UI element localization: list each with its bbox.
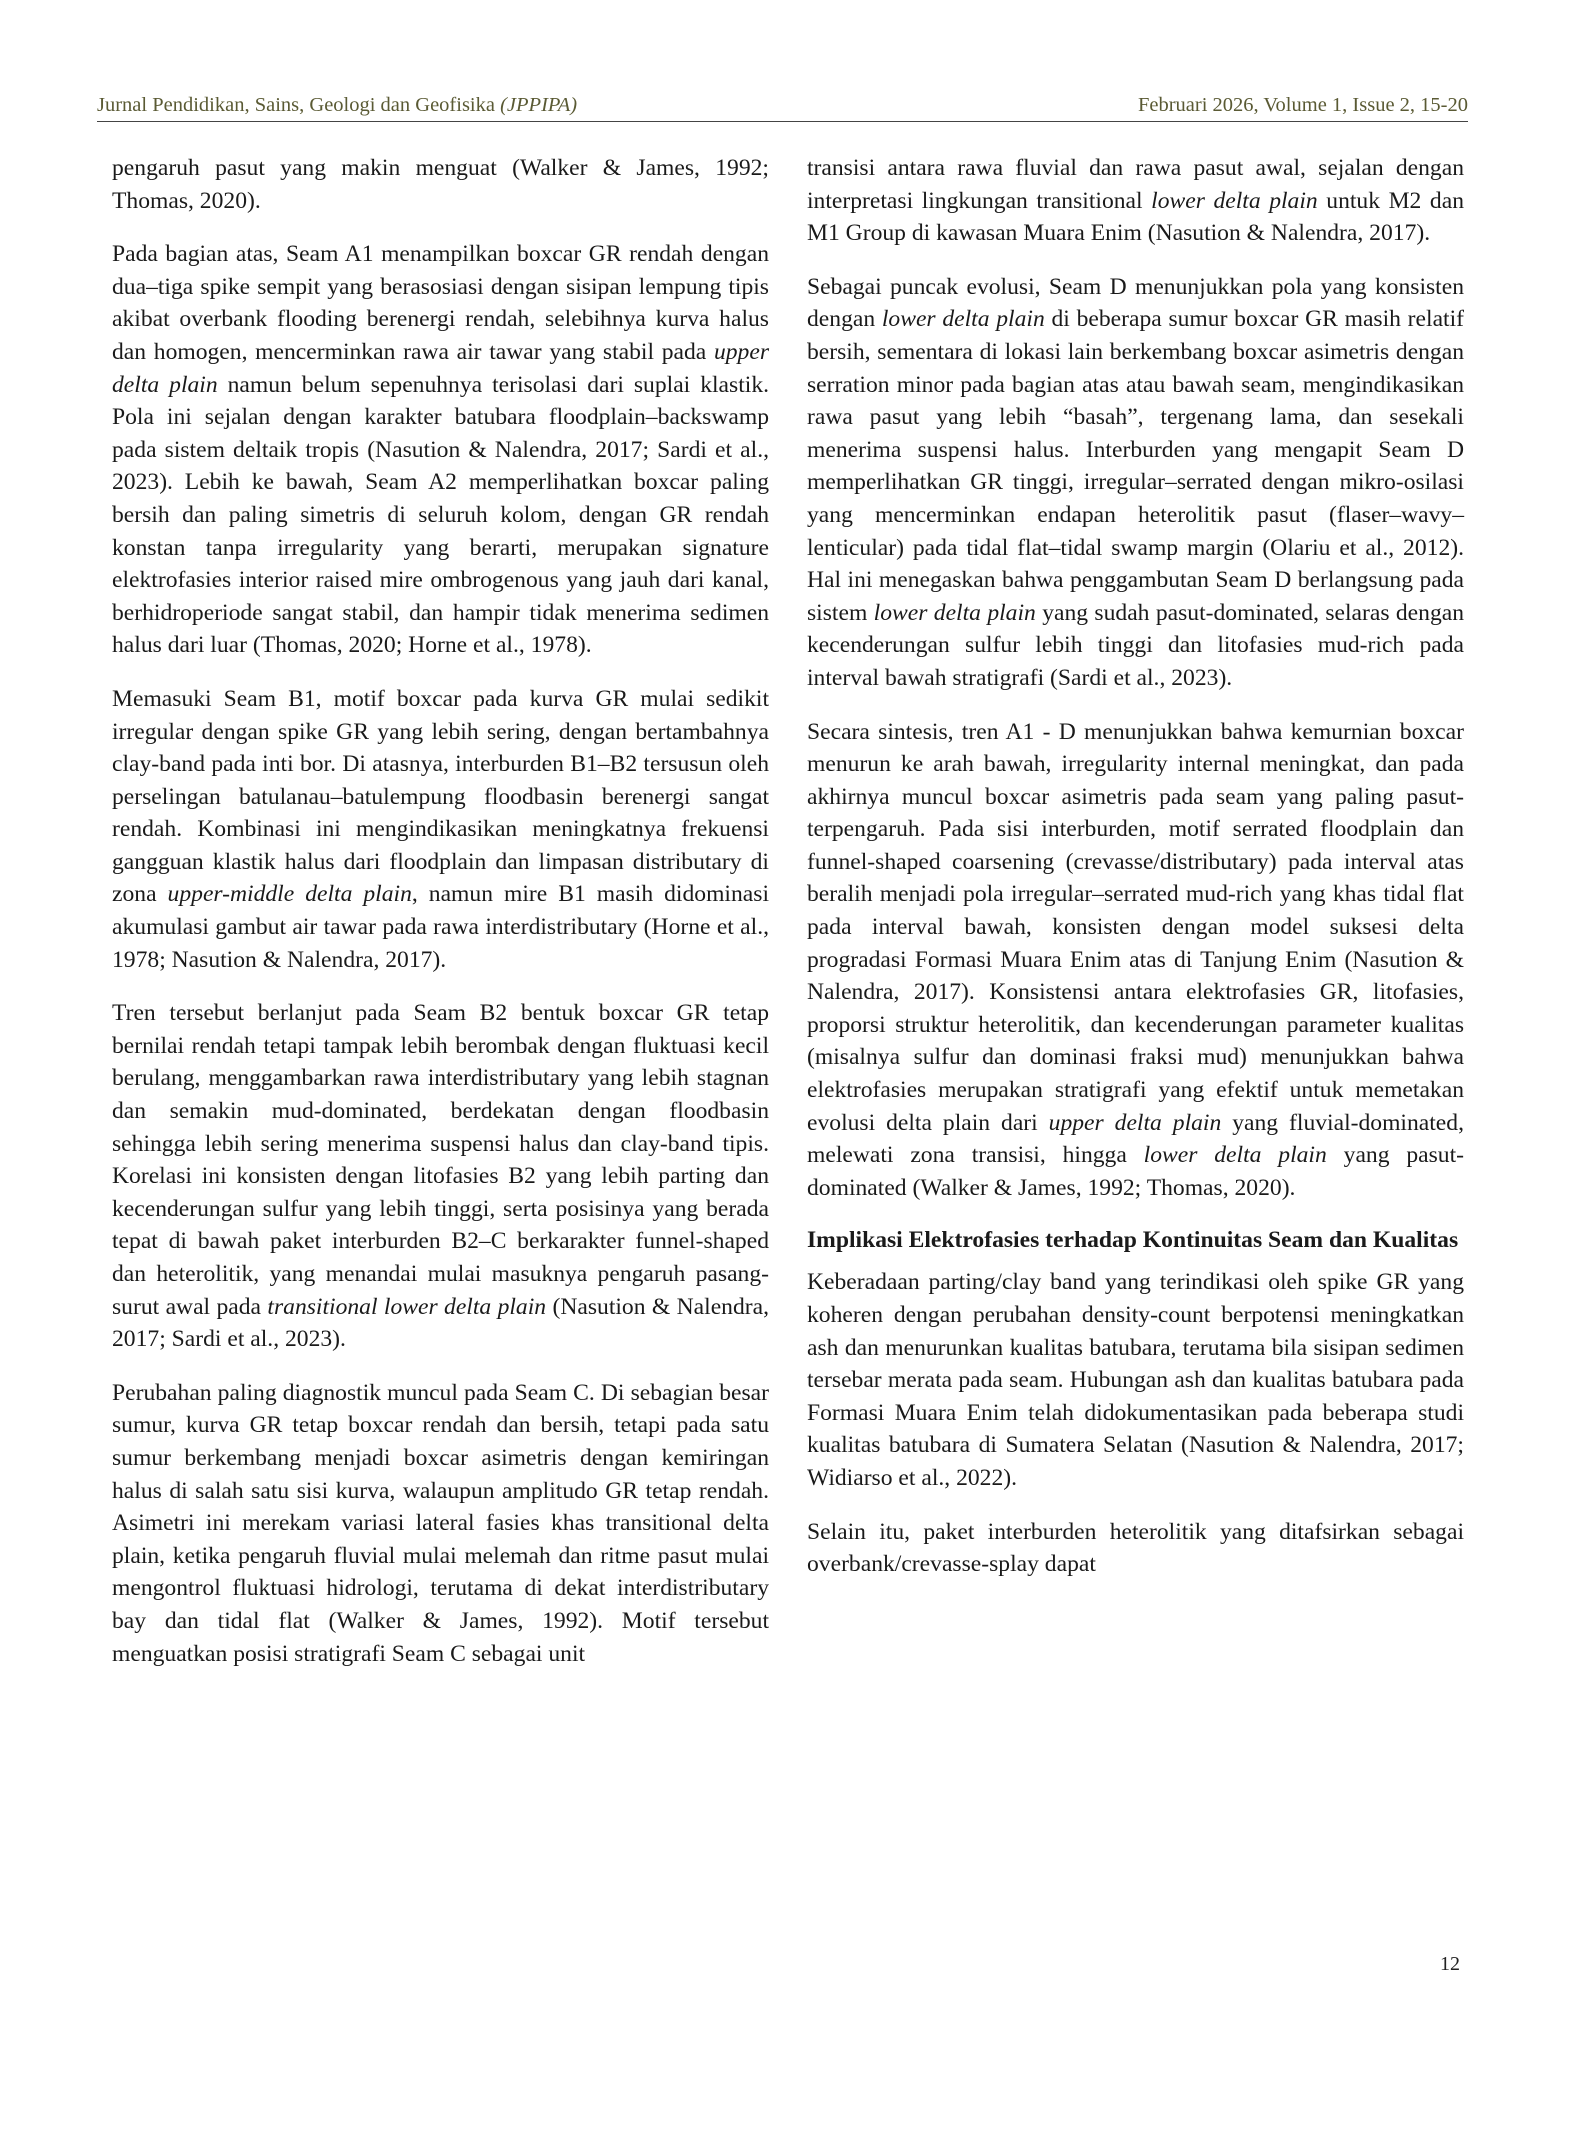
paragraph: Secara sintesis, tren A1 - D menunjukkan bahwa kemurnian boxcar menurun ke arah bawah, irregularity internal meningkat, dan pada akhirnya muncul boxcar asimetris pada seam yang paling pasut-terpengaruh. Pada sisi interburden, motif serrated floodplain dan funnel-shaped coarsening (crevasse/distributary) pada interval atas beralih menjadi pola irregular–serrated mud-rich yang khas tidal flat pada interval bawah, konsisten dengan model suksesi delta progradasi Formasi Muara Enim atas di Tanjung Enim (Nasution & Nalendra, 2017). Konsistensi antara elektrofasies GR, litofasies, proporsi struktur heterolitik, dan kecenderungan parameter kualitas (misalnya sulfur dan dominasi fraksi mud) menunjukkan bahwa elektrofasies merupakan stratigrafi yang efektif untuk memetakan evolusi delta plain dari upper delta plain yang fluvial-dominated, melewati zona transisi, hingga lower delta plain yang pasut-dominated (Walker & James, 1992; Thomas, 2020). [807, 718, 1465, 1201]
paragraph: Pada bagian atas, Seam A1 menampilkan boxcar GR rendah dengan dua–tiga spike sempit yang berasosiasi dengan sisipan lempung tipis akibat overbank flooding berenergi rendah, selebihnya kurva halus dan homogen, mencerminkan rawa air tawar yang stabil pada upper delta plain namun belum sepenuhnya terisolasi dari suplai klastik. Pola ini sejalan dengan karakter batubara floodplain–backswamp pada sistem deltaik tropis (Nasution & Nalendra, 2017; Sardi et al., 2023). Lebih ke bawah, Seam A2 memperlihatkan boxcar paling bersih dan paling simetris di seluruh kolom, dengan GR rendah konstan tanpa irregularity yang berarti, merupakan signature elektrofasies interior raised mire ombrogenous yang jauh dari kanal, berhidroperiode sangat stabil, dan hampir tidak menerima sedimen halus dari luar (Thomas, 2020; Horne et al., 1978). [112, 241, 770, 659]
paragraph: Selain itu, paket interburden heterolitik yang ditafsirkan sebagai overbank/crevasse-splay dapat [807, 1518, 1464, 1578]
paragraph: Tren tersebut berlanjut pada Seam B2 bentuk boxcar GR tetap bernilai rendah tetapi tampak lebih berombak dengan fluktuasi kecil berulang, menggambarkan rawa interdistributary yang lebih stagnan dan semakin mud-dominated, berdekatan dengan floodbasin sehingga lebih sering menerima suspensi halus dan clay-band tipis. Korelasi ini konsisten dengan litofasies B2 yang lebih parting dan kecenderungan sulfur yang lebih tinggi, serta posisinya yang berada tepat di bawah paket interburden B2–C berkarakter funnel-shaped dan heterolitik, yang menandai mulai masuknya pengaruh pasang-surut awal pada transitional lower delta plain (Nasution & Nalendra, 2017; Sardi et al., 2023). [112, 1000, 769, 1353]
left-column [112, 152, 769, 1691]
paragraph: Keberadaan parting/clay band yang terindikasi oleh spike GR yang koheren dengan perubahan density-count berpotensi meningkatkan ash dan menurunkan kualitas batubara, terutama bila sisipan sedimen tersebar merata pada seam. Hubungan ash dan kualitas batubara pada Formasi Muara Enim telah didokumentasikan pada beberapa studi kualitas batubara di Sumatera Selatan (Nasution & Nalendra, 2017; Widiarso et al., 2022). [807, 1269, 1464, 1491]
paragraph: Sebagai puncak evolusi, Seam D menunjukkan pola yang konsisten dengan lower delta plain di beberapa sumur boxcar GR masih relatif bersih, sementara di lokasi lain berkembang boxcar asimetris dengan serration minor pada bagian atas atau bawah seam, mengindikasikan rawa pasut yang lebih “basah”, tergenang lama, dan sesekali menerima suspensi halus. Interburden yang mengapit Seam D memperlihatkan GR tinggi, irregular–serrated dengan mikro-osilasi yang mencerminkan endapan heterolitik pasut (flaser–wavy–lenticular) pada tidal flat–tidal swamp margin (Olariu et al., 2012). Hal ini menegaskan bahwa penggambutan Seam D berlangsung pada sistem lower delta plain yang sudah pasut-dominated, selaras dengan kecenderungan sulfur lebih tinggi dan litofasies mud-rich pada interval bawah stratigrafi (Sardi et al., 2023). [807, 273, 1465, 691]
paragraph: Memasuki Seam B1, motif boxcar pada kurva GR mulai sedikit irregular dengan spike GR yang lebih sering, dengan bertambahnya clay-band pada inti bor. Di atasnya, interburden B1–B2 tersusun oleh perselingan batulanau–batulempung floodbasin berenergi sangat rendah. Kombinasi ini mengindikasikan meningkatnya frekuensi gangguan klastik halus dari floodplain dan limpasan distributary di zona upper-middle delta plain, namun mire B1 masih didominasi akumulasi gambut air tawar pada rawa interdistributary (Horne et al., 1978; Nasution & Nalendra, 2017). [112, 685, 769, 973]
journal-title [97, 94, 577, 117]
paragraph: transisi antara rawa fluvial dan rawa pasut awal, sejalan dengan interpretasi lingkungan transitional lower delta plain untuk M2 dan M1 Group di kawasan Muara Enim (Nasution & Nalendra, 2017). [807, 155, 1464, 247]
header-rule [97, 121, 1468, 122]
section-heading: Implikasi Elektrofasies terhadap Kontinuitas Seam dan Kualitas [807, 1227, 1459, 1254]
paragraph: Perubahan paling diagnostik muncul pada Seam C. Di sebagian besar sumur, kurva GR tetap boxcar rendah dan bersih, tetapi pada satu sumur berkembang menjadi boxcar asimetris dengan kemiringan halus di salah satu sisi kurva, walaupun amplitudo GR tetap rendah. Asimetri ini merekam variasi lateral fasies khas transitional delta plain, ketika pengaruh fluvial mulai melemah dan ritme pasut mulai mengontrol fluktuasi hidrologi, terutama di dekat interdistributary bay dan tidal flat (Walker & James, 1992). Motif tersebut menguatkan posisi stratigrafi Seam C sebagai unit [112, 1379, 769, 1667]
issue-info: Februari 2026, Volume 1, Issue 2, 15-20 [1137, 94, 1468, 116]
page-number: 12 [1440, 1953, 1460, 1975]
journal-name: Jurnal Pendidikan, Sains, Geologi dan Geofisika [97, 94, 495, 116]
journal-abbreviation: (JPPIPA) [500, 94, 578, 116]
running-header [97, 88, 1468, 122]
paragraph: pengaruh pasut yang makin menguat (Walker & James, 1992; Thomas, 2020). [112, 155, 769, 214]
right-column [807, 152, 1464, 1602]
